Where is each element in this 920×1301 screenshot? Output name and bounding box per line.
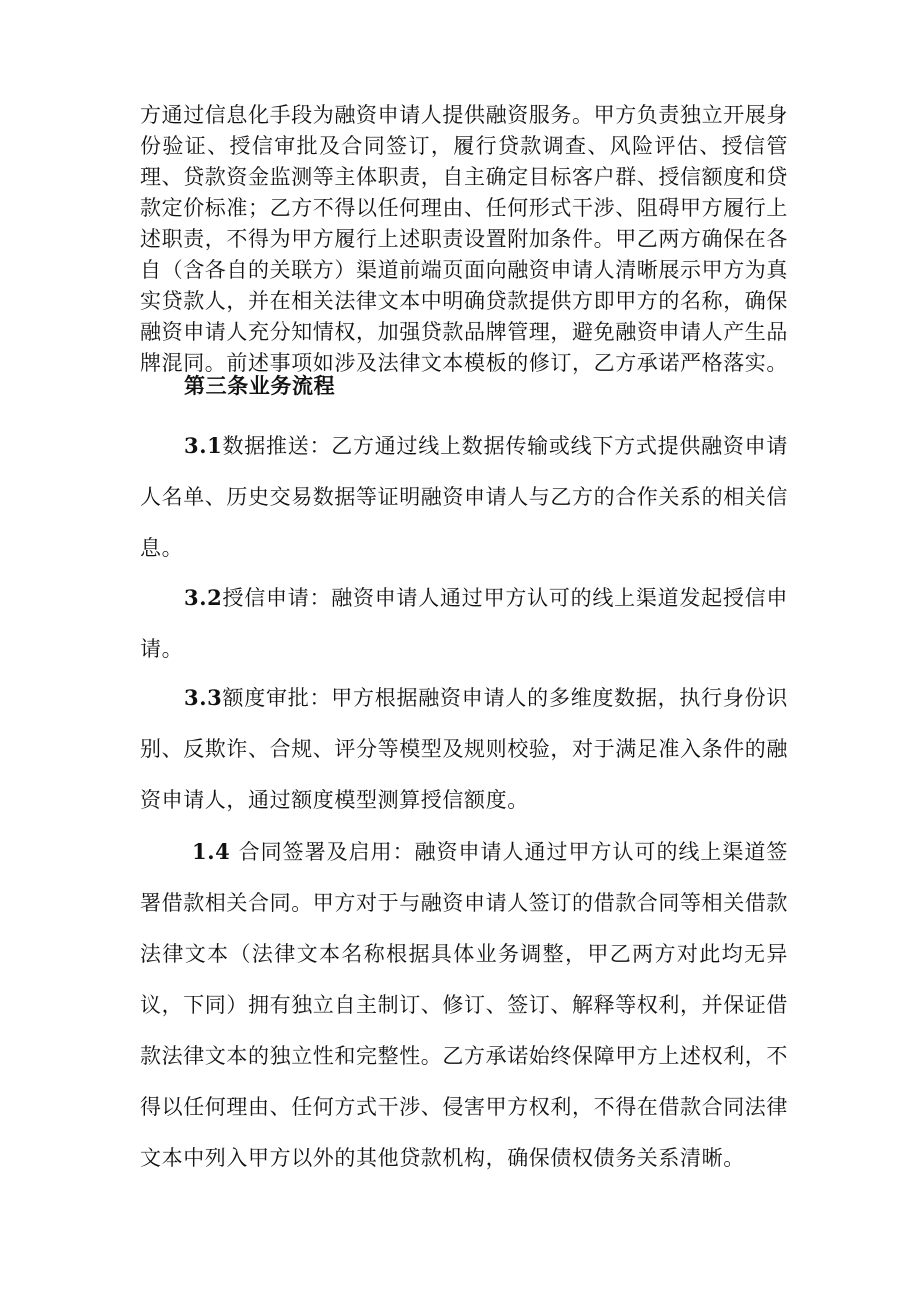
clause-number: 1.4 [192,839,239,864]
clause-text: 额度审批：甲方根据融资申请人的多维度数据，执行身份识别、反欺诈、合规、评分等模型及规则校验，对于满足准入条件的融资申请人，通过额度模型测算授信额度。 [140,686,788,812]
clause-text: 授信申请：融资申请人通过甲方认可的线上渠道发起授信申请。 [140,586,788,661]
section-heading: 第三条业务流程 [184,373,336,398]
clause-3-3 [140,672,788,826]
clause-text: 数据推送：乙方通过线上数据传输或线下方式提供融资申请人名单、历史交易数据等证明融资申请人与乙方的合作关系的相关信息。 [140,434,788,560]
clause-3-1 [140,420,788,574]
clause-3-2 [140,572,788,675]
clause-text: 合同签署及启用：融资申请人通过甲方认可的线上渠道签署借款相关合同。甲方对于与融资申请人签订的借款合同等相关借款法律文本（法律文本名称根据具体业务调整，甲乙两方对此均无异议，下同）拥有独立自主制订、修订、签订、解释等权利，并保证借款法律文本的独立性和完整性。乙方承诺始终保障甲方上述权利，不得以任何理由、任何方式干涉、侵害甲方权利，不得在借款合同法律文本中列入甲方以外的其他贷款机构，确保债权债务关系清晰。 [140,840,788,1170]
clause-number: 3.1 [184,433,223,458]
clause-number: 3.2 [184,585,223,610]
clause-number: 3.3 [184,685,223,710]
clause-1-4 [140,826,788,1184]
intro-paragraph: 方通过信息化手段为融资申请人提供融资服务。甲方负责独立开展身份验证、授信审批及合同签订，履行贷款调查、风险评估、授信管理、贷款资金监测等主体职责，自主确定目标客户群、授信额度和贷款定价标准；乙方不得以任何理由、任何形式干涉、阻碍甲方履行上述职责，不得为甲方履行上述职责设置附加条件。甲乙两方确保在各自（含各自的关联方）渠道前端页面向融资申请人清晰展示甲方为真实贷款人，并在相关法律文本中明确贷款提供方即甲方的名称，确保融资申请人充分知情权，加强贷款品牌管理，避免融资申请人产生品牌混同。前述事项如涉及法律文本模板的修订，乙方承诺严格落实。 [140,103,788,375]
